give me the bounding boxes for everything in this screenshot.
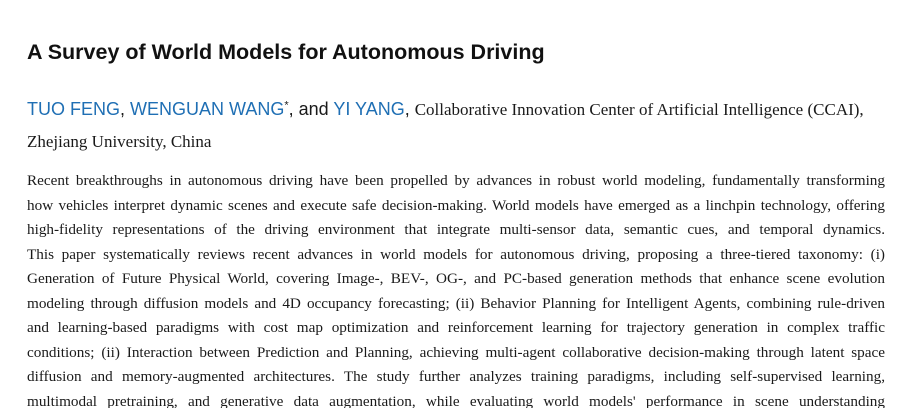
abstract xyxy=(27,169,885,408)
abstract-line: This paper systematically reviews recent advances in world models for autonomous driving, proposing a three-tiered taxonomy: (i) xyxy=(27,245,885,263)
abstract-line: conditions; (ii) Interaction between Prediction and Planning, achieving multi-agent collaborative decision-making through latent space xyxy=(27,343,885,361)
author-link-yi-yang[interactable]: YI YANG xyxy=(333,99,405,119)
abstract-line: multimodal pretraining, and generative data augmentation, while evaluating world models' performance in scene understanding xyxy=(27,392,885,408)
author-link-wenguan-wang[interactable]: WENGUAN WANG xyxy=(130,99,285,119)
abstract-line: modeling through diffusion models and 4D occupancy forecasting; (ii) Behavior Planning for Intelligent Agents, combining rule-driven xyxy=(27,294,885,312)
affiliation: Collaborative Innovation Center of Artificial Intelligence (CCAI), Zhejiang University, China xyxy=(27,100,864,151)
author-separator: , and xyxy=(288,99,334,119)
author-separator: , xyxy=(120,99,131,119)
author-separator: , xyxy=(404,99,415,119)
corresponding-author-mark: * xyxy=(284,99,289,112)
abstract-line: diffusion and memory-augmented architectures. The study further analyzes training paradigms, including self-supervised learning, xyxy=(27,368,885,385)
abstract-line: high-fidelity representations of the driving environment that integrate multi-sensor data, semantic cues, and temporal dynamics. xyxy=(27,221,885,238)
abstract-line: Generation of Future Physical World, covering Image-, BEV-, OG-, and PC-based generation methods that enhance scene evolution xyxy=(27,270,885,287)
abstract-line: how vehicles interpret dynamic scenes and execute safe decision-making. World models have emerged as a linchpin technology, offering xyxy=(27,196,885,214)
abstract-line: Recent breakthroughs in autonomous driving have been propelled by advances in robust world modeling, fundamentally transforming xyxy=(27,172,885,189)
author-link-tuo-feng[interactable]: TUO FENG xyxy=(27,99,120,119)
paper-title: A Survey of World Models for Autonomous Driving xyxy=(27,40,545,64)
author-block xyxy=(27,93,887,158)
abstract-line: and learning-based paradigms with cost map optimization and reinforcement learning for trajectory generation in complex traffic xyxy=(27,319,885,336)
